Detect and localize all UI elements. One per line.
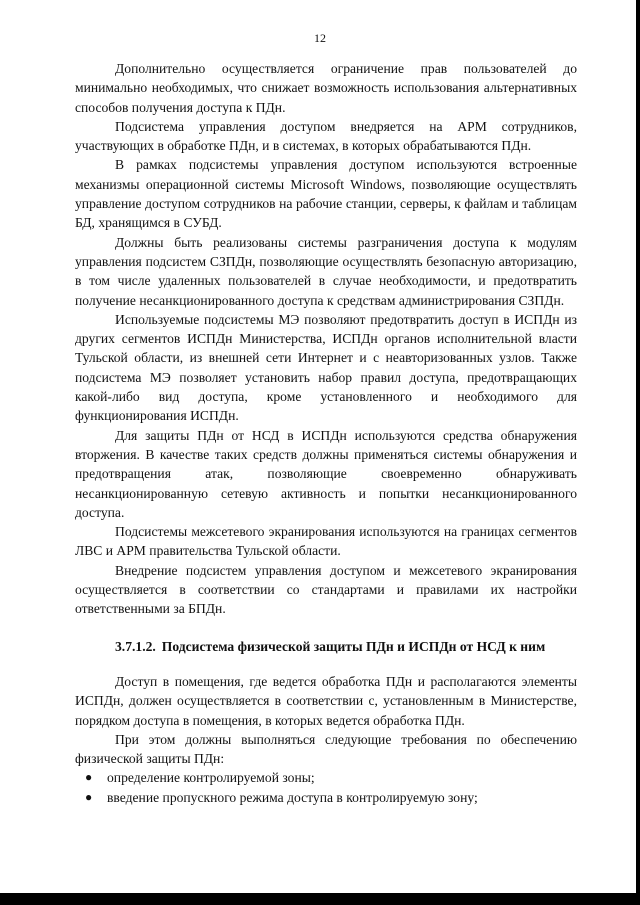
bullet-icon: ● — [85, 789, 93, 804]
list-item-text: определение контролируемой зоны; — [107, 770, 315, 786]
list-item — [75, 788, 577, 807]
scan-border-right — [636, 0, 640, 905]
page-content — [75, 59, 577, 807]
section-title: Подсистема физической защиты ПДн и ИСПДн от НСД к ним — [161, 638, 546, 654]
paragraph-9: Доступ в помещения, где ведется обработка ПДн и располагаются элементы ИСПДн, должен осуществляется в соответствии с, установленным в Министерстве, порядком доступа в помещения, в которых ведется обработка ПДн. — [75, 673, 577, 728]
section-number: 3.7.1.2. — [115, 638, 156, 654]
paragraph-5: Используемые подсистемы МЭ позволяют предотвратить доступ в ИСПДн из других сегментов ИСПДн Министерства, ИСПДн органов исполнительной власти Тульской области, из внешней сети Интернет и с неавторизованных узлов. Также подсистема МЭ позволяет установить набор правил доступа, предотвращающих какой-либо вид доступа, кроме установленного и необходимого для функционирования ИСПДн. — [75, 311, 577, 424]
paragraph-1: Дополнительно осуществляется ограничение прав пользователей до минимально необходимых, что снижает возможность использования альтернативных способов получения доступа к ПДн. — [75, 61, 577, 115]
scan-border-bottom — [0, 893, 640, 905]
list-item-text: введение пропускного режима доступа в контролируемую зону; — [107, 789, 478, 805]
section-heading — [75, 637, 577, 656]
paragraph-3: В рамках подсистемы управления доступом используются встроенные механизмы операционной системы Microsoft Windows, позволяющие осуществлять управление доступом сотрудников на рабочие станции, серверы, к файлам и таблицам БД, хранящимся в СУБД. — [75, 157, 577, 231]
list-item — [75, 768, 577, 787]
paragraph-10: При этом должны выполняться следующие требования по обеспечению физической защиты ПДн: — [75, 731, 577, 767]
paragraph-6: Для защиты ПДн от НСД в ИСПДн используются средства обнаружения вторжения. В качестве таких средств должны применяться системы обнаружения и предотвращения атак, позволяющие своевременно обнаруживать несанкционированную сетевую активность и попытки несанкционированного доступа. — [75, 427, 577, 520]
paragraph-2: Подсистема управления доступом внедряется на АРМ сотрудников, участвующих в обработке ПДн, и в системах, в которых обрабатываются ПДн. — [75, 118, 577, 154]
paragraph-8: Внедрение подсистем управления доступом и межсетевого экранирования осуществляется в соответствии со стандартами и правилами их настройки ответственными за БПДн. — [75, 562, 577, 617]
page-number: 12 — [314, 31, 326, 45]
bullet-icon: ● — [85, 770, 93, 785]
requirements-list — [75, 768, 577, 807]
paragraph-7: Подсистемы межсетевого экранирования используются на границах сегментов ЛВС и АРМ правительства Тульской области. — [75, 524, 577, 559]
paragraph-4: Должны быть реализованы системы разграничения доступа к модулям управления подсистем СЗПДн, позволяющие осуществлять безопасную авторизацию, в том числе удаленных пользователей в случае необходимости, и предотвратить получение несанкционированного доступа к средствам администрирования СЗПДн. — [75, 234, 577, 308]
